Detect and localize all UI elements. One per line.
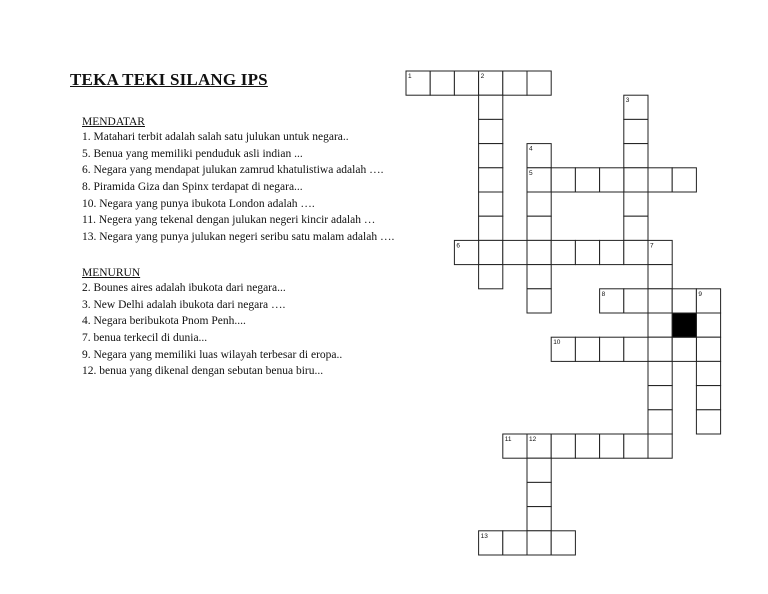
grid-cell[interactable] [527,216,551,240]
grid-cell[interactable] [648,265,672,289]
mendatar-heading: MENDATAR [82,116,145,128]
grid-cell[interactable] [527,144,551,168]
grid-cell[interactable] [648,410,672,434]
grid-cell[interactable] [648,240,672,264]
clue-across-11: 11. Negera yang tekenal dengan julukan negeri kincir adalah … [82,214,376,227]
grid-cell[interactable] [648,434,672,458]
grid-cell[interactable] [624,119,648,143]
clue-down-3: 3. New Delhi adalah ibukota dari negara …. [82,298,286,311]
grid-cell[interactable] [696,289,720,313]
clue-down-12: 12. benua yang dikenal dengan sebutan benua biru... [82,365,324,378]
clue-down-2: 2. Bounes aires adalah ibukota dari negara... [82,282,286,294]
grid-cell[interactable] [527,531,551,555]
grid-cell[interactable] [503,240,527,264]
grid-cell[interactable] [454,240,478,264]
grid-cell[interactable] [600,337,624,361]
grid-cell[interactable] [624,95,648,119]
grid-cell[interactable] [479,192,503,216]
grid-cell[interactable] [479,144,503,168]
grid-cell[interactable] [551,240,575,264]
grid-cell[interactable] [624,168,648,192]
cell-number: 5 [529,169,533,177]
menurun-section [82,267,342,380]
grid-cell[interactable] [624,144,648,168]
grid-cell[interactable] [648,386,672,410]
grid-cell[interactable] [624,240,648,264]
grid-cell[interactable] [648,168,672,192]
clue-across-1: 1. Matahari terbit adalah salah satu julukan untuk negara.. [82,131,349,143]
grid-cell[interactable] [648,289,672,313]
grid-cell[interactable] [527,168,551,192]
grid-cell[interactable] [527,434,551,458]
grid-cell[interactable] [527,482,551,506]
grid-cell[interactable] [696,361,720,385]
grid-cell[interactable] [527,265,551,289]
grid-cell[interactable] [551,337,575,361]
grid-cell[interactable] [672,289,696,313]
grid-cell[interactable] [624,192,648,216]
cell-number: 4 [529,145,533,153]
grid-cell[interactable] [551,531,575,555]
grid-cell[interactable] [527,192,551,216]
grid-cell[interactable] [479,168,503,192]
grid-cell[interactable] [454,71,478,95]
grid-cell[interactable] [479,216,503,240]
grid-cell[interactable] [600,240,624,264]
grid-cell[interactable] [696,386,720,410]
clue-across-5: 5. Benua yang memiliki penduduk asli indian ... [82,147,303,160]
menurun-heading: MENURUN [82,267,141,279]
clue-across-6: 6. Negara yang mendapat julukan zamrud khatulistiwa adalah …. [82,164,384,177]
grid-cell[interactable] [575,168,599,192]
grid-cell[interactable] [600,168,624,192]
cell-number: 7 [650,242,654,250]
grid-cell[interactable] [503,71,527,95]
grid-cell[interactable] [624,337,648,361]
clue-down-4: 4. Negara beribukota Pnom Penh.... [82,315,246,328]
cell-number: 1 [408,73,412,80]
grid-cell[interactable] [624,289,648,313]
grid-cell[interactable] [527,458,551,482]
grid-cell[interactable] [696,313,720,337]
grid-cell[interactable] [575,434,599,458]
mendatar-section [82,116,394,246]
grid-cell[interactable] [551,168,575,192]
cell-number: 10 [553,339,561,347]
grid-cell[interactable] [551,434,575,458]
grid-cell[interactable] [696,410,720,434]
grid-cell[interactable] [527,240,551,264]
grid-cell[interactable] [527,71,551,95]
grid-cell[interactable] [479,531,503,555]
cell-number: 2 [480,73,485,80]
cell-number: 3 [625,97,630,105]
grid-cell[interactable] [648,361,672,385]
clue-down-9: 9. Negara yang memiliki luas wilayah terbesar di eropa.. [82,348,343,361]
grid-cell[interactable] [600,289,624,313]
grid-cell[interactable] [672,337,696,361]
grid-cell[interactable] [648,313,672,337]
black-cell [672,313,696,337]
clue-across-10: 10. Negara yang punya ibukota London adalah …. [82,197,315,210]
clue-across-13: 13. Negara yang punya julukan negeri seribu satu malam adalah …. [82,231,395,244]
grid-cell[interactable] [575,337,599,361]
grid-cell[interactable] [600,434,624,458]
grid-cell[interactable] [624,216,648,240]
cell-number: 8 [601,290,606,298]
cell-number: 6 [456,242,461,250]
grid-cell[interactable] [479,265,503,289]
page-title: TEKA TEKI SILANG IPS [70,70,268,89]
grid-cell[interactable] [648,337,672,361]
grid-cell[interactable] [527,289,551,313]
cell-number: 12 [529,436,537,443]
grid-cell[interactable] [527,507,551,531]
grid-cell[interactable] [503,434,527,458]
grid-cell[interactable] [503,531,527,555]
grid-cell[interactable] [624,434,648,458]
grid-cell[interactable] [696,337,720,361]
grid-cell[interactable] [479,95,503,119]
cell-number: 11 [504,436,512,443]
cell-number: 13 [480,532,488,540]
grid-cell[interactable] [575,240,599,264]
grid-cell[interactable] [672,168,696,192]
grid-cell[interactable] [479,71,503,95]
clue-down-7: 7. benua terkecil di dunia... [82,332,208,345]
grid-cell[interactable] [479,119,503,143]
grid-cell[interactable] [406,71,430,95]
grid-cell[interactable] [430,71,454,95]
cell-number: 9 [698,290,703,298]
grid-cell[interactable] [479,240,503,264]
clue-across-8: 8. Piramida Giza dan Spinx terdapat di negara... [82,181,303,194]
